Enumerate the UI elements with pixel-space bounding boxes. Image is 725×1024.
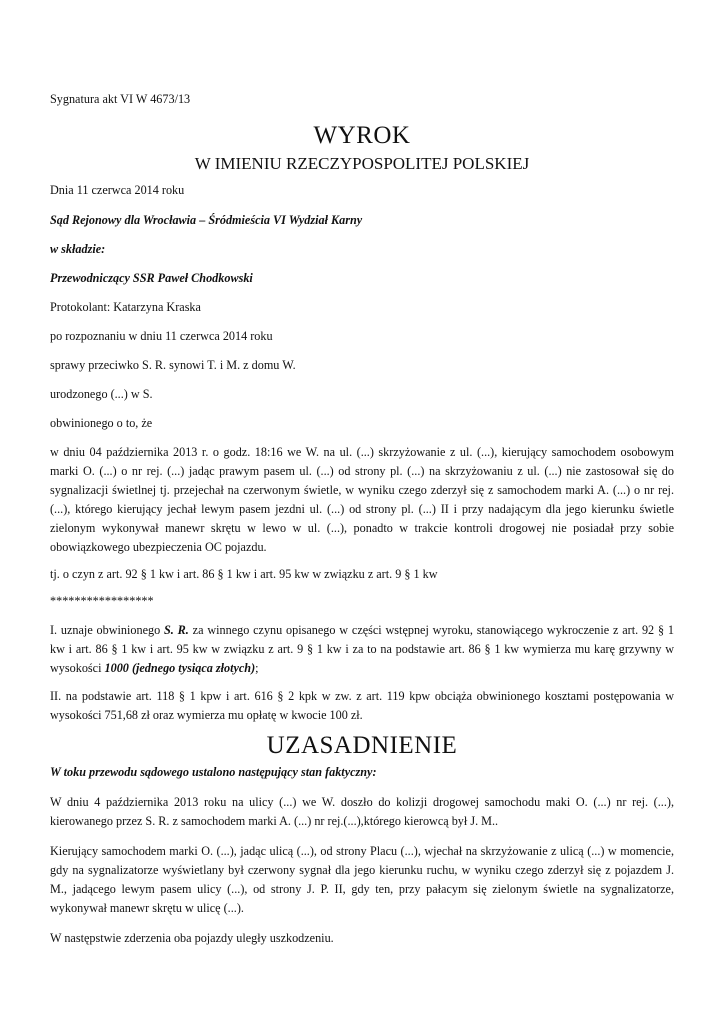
- legal-basis: tj. o czyn z art. 92 § 1 kw i art. 86 § 1 kw i art. 95 kw w związku z art. 9 § 1 kw: [50, 567, 438, 581]
- judgment-date: Dnia 11 czerwca 2014 roku: [50, 183, 185, 197]
- accused-name: S. R.: [164, 623, 189, 637]
- court-clerk: Protokolant: Katarzyna Kraska: [50, 300, 201, 314]
- presiding-judge: Przewodniczący SSR Paweł Chodkowski: [50, 271, 253, 285]
- document-title: WYROK: [313, 122, 411, 149]
- accusation-intro: obwinionego o to, że: [50, 416, 153, 430]
- fine-amount: 1000 (jednego tysiąca złotych): [104, 661, 256, 675]
- hearing-date: po rozpoznaniu w dniu 11 czerwca 2014 roku: [50, 329, 273, 343]
- charge-description: w dniu 04 października 2013 r. o godz. 18:16 we W. na ul. (...) skrzyżowanie z ul. (...), kierujący samochodem osobowym marki O. (...) o nr rej. (...) jadąc prawym pasem ul. (...) od strony pl. (...) na skrzyżowaniu z ul. (...) nie zastosował się do sygnalizacji świetlnej tj. przejechał na czerwonym świetle, w wyniku czego zderzył się z samochodem marki A. (...) o nr rej. (...), którego kierujący jechał lewym pasem jezdni ul. (...) od strony pl. (...) II i przy nadającym dla jego kierunku świetle zielonym wykonywał manewr skrętu w lewo w ul. (...), ponadto w trakcie kontroli drogowej nie posiadał przy sobie obowiązkowego ubezpieczenia OC pojazdu.: [50, 445, 674, 554]
- justification-paragraph-1: W dniu 4 października 2013 roku na ulicy (...) we W. doszło do kolizji drogowej samochodu maki O. (...) nr rej. (...), kierowanego przez S. R. z samochodem marki A. (...) nr rej.(...),którego kierowcą był J. M..: [50, 795, 674, 828]
- composition-label: w składzie:: [50, 242, 106, 256]
- verdict-1-part-c: ;: [255, 661, 259, 675]
- case-against: sprawy przeciwko S. R. synowi T. i M. z domu W.: [50, 358, 296, 372]
- verdict-point-2: II. na podstawie art. 118 § 1 kpw i art. 616 § 2 kpk w zw. z art. 119 kpw obciąża obwinionego kosztami postępowania w wysokości 751,68 zł oraz wymierza mu opłatę w kwocie 100 zł.: [50, 689, 674, 722]
- document-page: [50, 84, 674, 948]
- facts-heading: W toku przewodu sądowego ustalono następujący stan faktyczny:: [50, 765, 377, 779]
- separator-line: *****************: [50, 594, 154, 608]
- justification-paragraph-3: W następstwie zderzenia oba pojazdy uległy uszkodzeniu.: [50, 931, 334, 945]
- document-subtitle: W IMIENIU RZECZYPOSPOLITEJ POLSKIEJ: [194, 154, 530, 173]
- verdict-1-part-b: za winnego czynu opisanego w części wstępnej wyroku, stanowiącego wykroczenie z art. 92 § 1 kw i art. 86 § 1 kw i art. 95 kw w związku z art. 9 § 1 kw i za to na podstawie art. 86 § 1 kw wymierza mu karę grzywny w wysokości: [50, 623, 674, 675]
- case-signature: Sygnatura akt VI W 4673/13: [50, 92, 191, 106]
- birth-info: urodzonego (...) w S.: [50, 387, 153, 401]
- justification-paragraph-2: Kierujący samochodem marki O. (...), jadąc ulicą (...), od strony Placu (...), wjechał na skrzyżowanie z ulicą (...) w momencie, gdy na sygnalizatorze wyświetlany był czerwony sygnał dla jego kierunku ruchu, w wyniku czego zderzył się z pojazdem J. M., jadącego lewym pasem ulicy (...), od strony J. P. II, gdy ten, przy pałacym się zielonym świetle na sygnalizatorze, wykonywał manewr skrętu w ulicę (...).: [50, 844, 674, 915]
- justification-title: UZASADNIENIE: [266, 732, 458, 759]
- verdict-1-part-a: I. uznaje obwinionego: [50, 623, 165, 637]
- verdict-point-1: [50, 621, 674, 678]
- court-name: Sąd Rejonowy dla Wrocławia – Śródmieścia VI Wydział Karny: [50, 213, 363, 227]
